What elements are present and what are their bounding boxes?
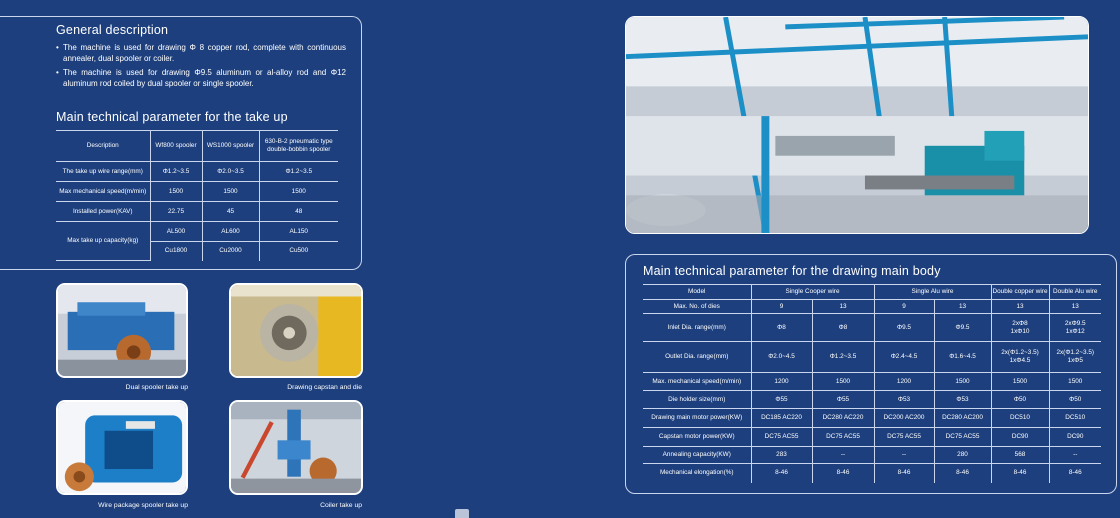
table-cell: Φ1.2~3.5 bbox=[150, 162, 202, 182]
table-cell: 8-46 bbox=[812, 464, 874, 483]
general-description-title: General description bbox=[56, 23, 169, 37]
table-cell: AL600 bbox=[202, 222, 259, 242]
table-header-cell: Single Alu wire bbox=[874, 285, 991, 300]
table-row-label: Outlet Dia. range(mm) bbox=[643, 342, 751, 373]
table-cell: 1500 bbox=[259, 182, 338, 202]
table-cell: DC280 AC220 bbox=[812, 409, 874, 428]
table-row-label: Max mechanical speed(m/min) bbox=[56, 182, 150, 202]
page-marker-icon bbox=[455, 509, 469, 518]
table-cell: -- bbox=[1049, 447, 1101, 464]
table-header-row bbox=[56, 131, 338, 162]
table-cell: 13 bbox=[991, 300, 1049, 314]
table-row-label: Drawing main motor power(KW) bbox=[643, 409, 751, 428]
table-cell: DC90 bbox=[991, 428, 1049, 447]
table-row-label: Annealing capacity(KW) bbox=[643, 447, 751, 464]
table-cell: 8-46 bbox=[874, 464, 934, 483]
table-cell: AL150 bbox=[259, 222, 338, 242]
table-row bbox=[56, 182, 338, 202]
table-cell: Cu500 bbox=[289, 247, 309, 255]
table-cell: DC200 AC200 bbox=[874, 409, 934, 428]
table-row bbox=[643, 314, 1101, 342]
table-row bbox=[643, 373, 1101, 391]
table-cell: -- bbox=[812, 447, 874, 464]
table-cell: 2x(Φ1.2~3.5) 1xΦ4.5 bbox=[991, 342, 1049, 373]
table-cell: DC185 AC220 bbox=[751, 409, 812, 428]
dual-spooler-photo bbox=[56, 283, 188, 378]
table-header-row bbox=[643, 285, 1101, 300]
table-cell: 1500 bbox=[934, 373, 991, 391]
table-cell: -- bbox=[874, 447, 934, 464]
factory-floor-photo bbox=[625, 16, 1089, 234]
table-cell: Cu2000 bbox=[202, 242, 259, 261]
table-row bbox=[56, 222, 338, 242]
bullet-icon: • bbox=[56, 43, 59, 52]
table-cell: 13 bbox=[1049, 300, 1101, 314]
table-cell: DC280 AC200 bbox=[934, 409, 991, 428]
table-cell: 2xΦ9.5 1xΦ12 bbox=[1049, 314, 1101, 342]
table-cell: DC75 AC55 bbox=[751, 428, 812, 447]
drawing-main-body-table bbox=[643, 284, 1101, 483]
table-row bbox=[643, 342, 1101, 373]
table-cell: DC510 bbox=[991, 409, 1049, 428]
table-cell: 1500 bbox=[1049, 373, 1101, 391]
table-row bbox=[56, 162, 338, 182]
table-cell: DC90 bbox=[1049, 428, 1101, 447]
table-cell: 1500 bbox=[991, 373, 1049, 391]
table-row bbox=[643, 464, 1101, 483]
table-cell: 280 bbox=[934, 447, 991, 464]
table-cell: 1200 bbox=[874, 373, 934, 391]
table-cell: 8-46 bbox=[751, 464, 812, 483]
table-cell: Φ9.5 bbox=[874, 314, 934, 342]
photo-caption: Drawing capstan and die bbox=[287, 384, 362, 391]
table-row-label: Mechanical elongation(%) bbox=[643, 464, 751, 483]
table-cell: 1200 bbox=[751, 373, 812, 391]
list-item: • The machine is used for drawing Φ9.5 aluminum or al-alloy rod and Φ12 aluminum rod coiled by dual spooler or single spooler. bbox=[56, 68, 346, 88]
table-cell: Φ1.2~3.5 bbox=[812, 342, 874, 373]
table-cell: 283 bbox=[751, 447, 812, 464]
table-cell: 13 bbox=[812, 300, 874, 314]
table-row bbox=[643, 409, 1101, 428]
table-cell: 568 bbox=[991, 447, 1049, 464]
table-cell: 9 bbox=[874, 300, 934, 314]
table-cell: 22.75 bbox=[150, 202, 202, 222]
table-cell: Φ8 bbox=[751, 314, 812, 342]
table-cell: Cu1800 bbox=[150, 242, 202, 261]
drawing-main-body-title: Main technical parameter for the drawing main body bbox=[643, 264, 941, 278]
table-header-cell: Single Cooper wire bbox=[751, 285, 874, 300]
table-cell: DC75 AC55 bbox=[934, 428, 991, 447]
photo-caption: Wire package spooler take up bbox=[98, 502, 188, 509]
table-row bbox=[643, 447, 1101, 464]
table-header-cell: Model bbox=[643, 285, 751, 300]
table-cell: 48 bbox=[259, 202, 338, 222]
table-cell: Φ53 bbox=[874, 391, 934, 409]
table-cell: Φ2.0~3.5 bbox=[202, 162, 259, 182]
photo-caption: Dual spooler take up bbox=[125, 384, 188, 391]
table-row bbox=[643, 391, 1101, 409]
table-row bbox=[643, 428, 1101, 447]
table-cell: 45 bbox=[202, 202, 259, 222]
general-description-list bbox=[56, 42, 346, 92]
table-cell: Φ8 bbox=[812, 314, 874, 342]
table-cell: Φ55 bbox=[751, 391, 812, 409]
table-cell: 2x(Φ1.2~3.5) 1xΦ5 bbox=[1049, 342, 1101, 373]
list-item: • The machine is used for drawing Φ 8 copper rod, complete with continuous annealer, dual spooler or coiler. bbox=[56, 43, 346, 63]
table-cell: Φ2.4~4.5 bbox=[874, 342, 934, 373]
table-cell: Φ55 bbox=[812, 391, 874, 409]
table-cell: Φ1.6~4.5 bbox=[934, 342, 991, 373]
table-header-cell: Description bbox=[56, 131, 150, 162]
table-cell: 8-46 bbox=[1068, 469, 1082, 477]
table-cell: DC510 bbox=[1049, 409, 1101, 428]
table-cell: AL500 bbox=[150, 222, 202, 242]
table-header-cell: Wf800 spooler bbox=[150, 131, 202, 162]
takeup-parameters-table bbox=[56, 130, 338, 261]
table-cell: Φ50 bbox=[1049, 391, 1101, 409]
table-row-label: Max. No. of dies bbox=[643, 300, 751, 314]
table-row-label: Max take up capacity(kg) bbox=[56, 222, 150, 261]
table-cell: 2xΦ8 1xΦ10 bbox=[991, 314, 1049, 342]
drawing-capstan-photo bbox=[229, 283, 363, 378]
table-row-label: Capstan motor power(KW) bbox=[643, 428, 751, 447]
table-row-label: Max. mechanical speed(m/min) bbox=[643, 373, 751, 391]
table-cell: 1500 bbox=[812, 373, 874, 391]
bullet-icon: • bbox=[56, 68, 59, 77]
table-row bbox=[643, 300, 1101, 314]
table-cell: 8-46 bbox=[934, 464, 991, 483]
table-cell: Φ50 bbox=[991, 391, 1049, 409]
table-cell: Φ2.0~4.5 bbox=[751, 342, 812, 373]
table-cell: DC75 AC55 bbox=[812, 428, 874, 447]
table-cell: 13 bbox=[934, 300, 991, 314]
wire-package-spooler-photo bbox=[56, 400, 188, 495]
table-row-label: Die holder size(mm) bbox=[643, 391, 751, 409]
table-row-label: Inlet Dia. range(mm) bbox=[643, 314, 751, 342]
table-cell: 1500 bbox=[202, 182, 259, 202]
coiler-photo bbox=[229, 400, 363, 495]
table-cell: 8-46 bbox=[991, 464, 1049, 483]
table-cell: DC75 AC55 bbox=[874, 428, 934, 447]
table-cell: Φ53 bbox=[934, 391, 991, 409]
table-cell: Φ9.5 bbox=[934, 314, 991, 342]
table-header-cell: Double copper wire bbox=[991, 285, 1049, 300]
table-cell: 1500 bbox=[150, 182, 202, 202]
table-header-cell: Double Alu wire bbox=[1049, 285, 1101, 300]
table-header-cell: WS1000 spooler bbox=[202, 131, 259, 162]
table-cell: 9 bbox=[751, 300, 812, 314]
table-cell: Φ1.2~3.5 bbox=[259, 162, 338, 182]
takeup-parameters-title: Main technical parameter for the take up bbox=[56, 110, 288, 124]
table-row-label: Installed power(KAV) bbox=[56, 202, 150, 222]
table-row-label: The take up wire range(mm) bbox=[56, 162, 150, 182]
table-header-cell: 630-B-2 pneumatic type double-bobbin spooler bbox=[259, 131, 338, 162]
table-row bbox=[56, 202, 338, 222]
photo-caption: Coiler take up bbox=[320, 502, 362, 509]
